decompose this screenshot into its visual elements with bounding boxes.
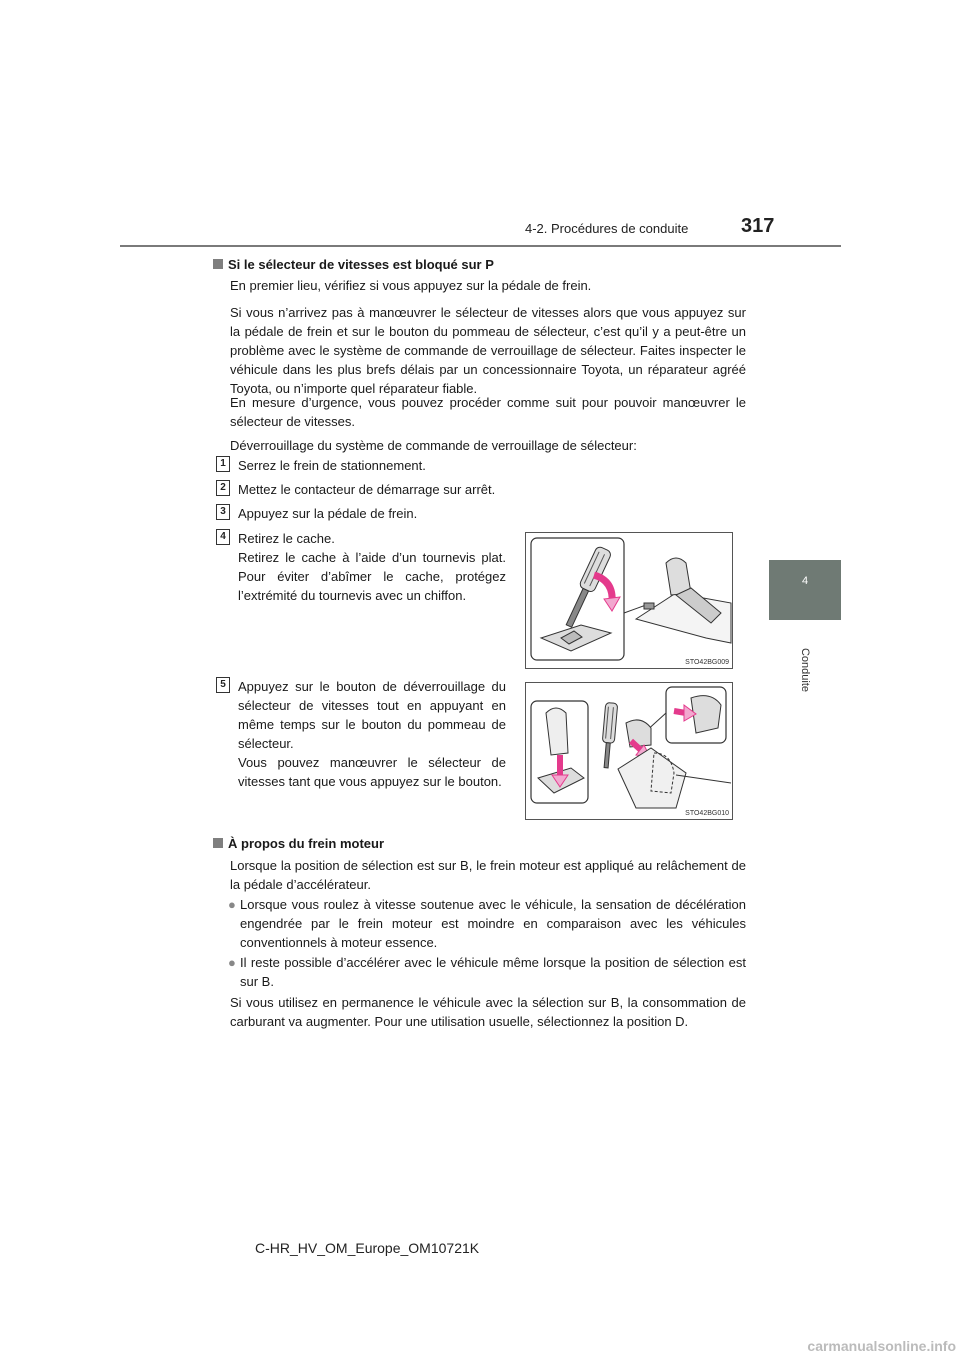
square-bullet-icon (213, 838, 223, 848)
round-bullet-icon: ● (228, 955, 236, 970)
bullet-text: Lorsque vous roulez à vitesse soutenue avec le véhicule, la sensation de décélération engendrée par le frein moteur est moindre en comparaison avec les véhicules conventionnels à moteur essence. (240, 897, 746, 950)
step-text-line: Vous pouvez manœuvrer le sélecteur de vitesses tant que vous appuyez sur le bouton. (238, 755, 506, 789)
chapter-tab-number: 4 (801, 575, 809, 587)
header-rule (120, 245, 841, 247)
section-heading-selector-locked: Si le sélecteur de vitesses est bloqué sur P (213, 256, 494, 274)
step-text-line: Retirez le cache. (238, 531, 335, 546)
step-number-badge: 2 (216, 480, 230, 496)
page-number: 317 (741, 215, 775, 237)
step-text-line: Retirez le cache à l’aide d’un tournevis plat. Pour éviter d’abîmer le cache, protégez l’extrémité du tournevis avec un chiffon. (238, 550, 506, 603)
chapter-tab[interactable] (769, 560, 841, 620)
site-watermark[interactable]: carmanualsonline.info (710, 1334, 960, 1358)
paragraph: En mesure d’urgence, vous pouvez procéder comme suit pour pouvoir manœuvrer le sélecteur de vitesses. (230, 395, 746, 429)
figure-code: STO42BG010 (685, 810, 729, 817)
paragraph: En premier lieu, vérifiez si vous appuyez sur la pédale de frein. (230, 278, 592, 293)
paragraph: Lorsque la position de sélection est sur B, le frein moteur est appliqué au relâchement de la pédale d’accélérateur. (230, 858, 746, 892)
illustration-screwdriver-cover (526, 533, 732, 668)
header-section-title: 4-2. Procédures de conduite (525, 221, 689, 236)
square-bullet-icon (213, 259, 223, 269)
step-number-badge: 1 (216, 456, 230, 472)
paragraph: Si vous n’arrivez pas à manœuvrer le sélecteur de vitesses alors que vous appuyez sur la pédale de frein et sur le bouton du pommeau de sélecteur, c’est qu’il y a peut-être un problème avec le système de commande de verrouillage de sélecteur. Faites inspecter le véhicule dans les plus brefs délais par un concessionnaire Toyota, un réparateur agréé Toyota, ou n’importe quel réparateur fiable. (230, 305, 746, 396)
paragraph: Si vous utilisez en permanence le véhicule avec la sélection sur B, la consommation de carburant va augmenter. Pour une utilisation usuelle, sélectionnez la position D. (230, 995, 746, 1029)
step-text (238, 529, 506, 605)
figure-remove-cover (525, 532, 733, 669)
document-id: C-HR_HV_OM_Europe_OM10721K (255, 1240, 480, 1256)
step-text-line: Appuyez sur le bouton de déverrouillage du sélecteur de vitesses tout en appuyant en même temps sur le bouton du pommeau de sélecteur. (238, 679, 506, 751)
step-text: Appuyez sur la pédale de frein. (238, 506, 418, 521)
figure-code: STO42BG009 (685, 659, 729, 666)
step-number-badge: 4 (216, 529, 230, 545)
step-text (238, 677, 506, 791)
chapter-tab-label: Conduite (799, 647, 811, 693)
paragraph: Déverrouillage du système de commande de verrouillage de sélecteur: (230, 438, 637, 453)
step-text: Serrez le frein de stationnement. (238, 458, 426, 473)
figure-unlock-button (525, 682, 733, 820)
round-bullet-icon: ● (228, 897, 236, 912)
step-text: Mettez le contacteur de démarrage sur arrêt. (238, 482, 496, 497)
illustration-unlock-button (526, 683, 732, 819)
bullet-text: Il reste possible d’accélérer avec le véhicule même lorsque la position de sélection est sur B. (240, 955, 746, 989)
step-number-badge: 5 (216, 677, 230, 693)
step-number-badge: 3 (216, 504, 230, 520)
section-heading-engine-brake: À propos du frein moteur (213, 835, 384, 853)
